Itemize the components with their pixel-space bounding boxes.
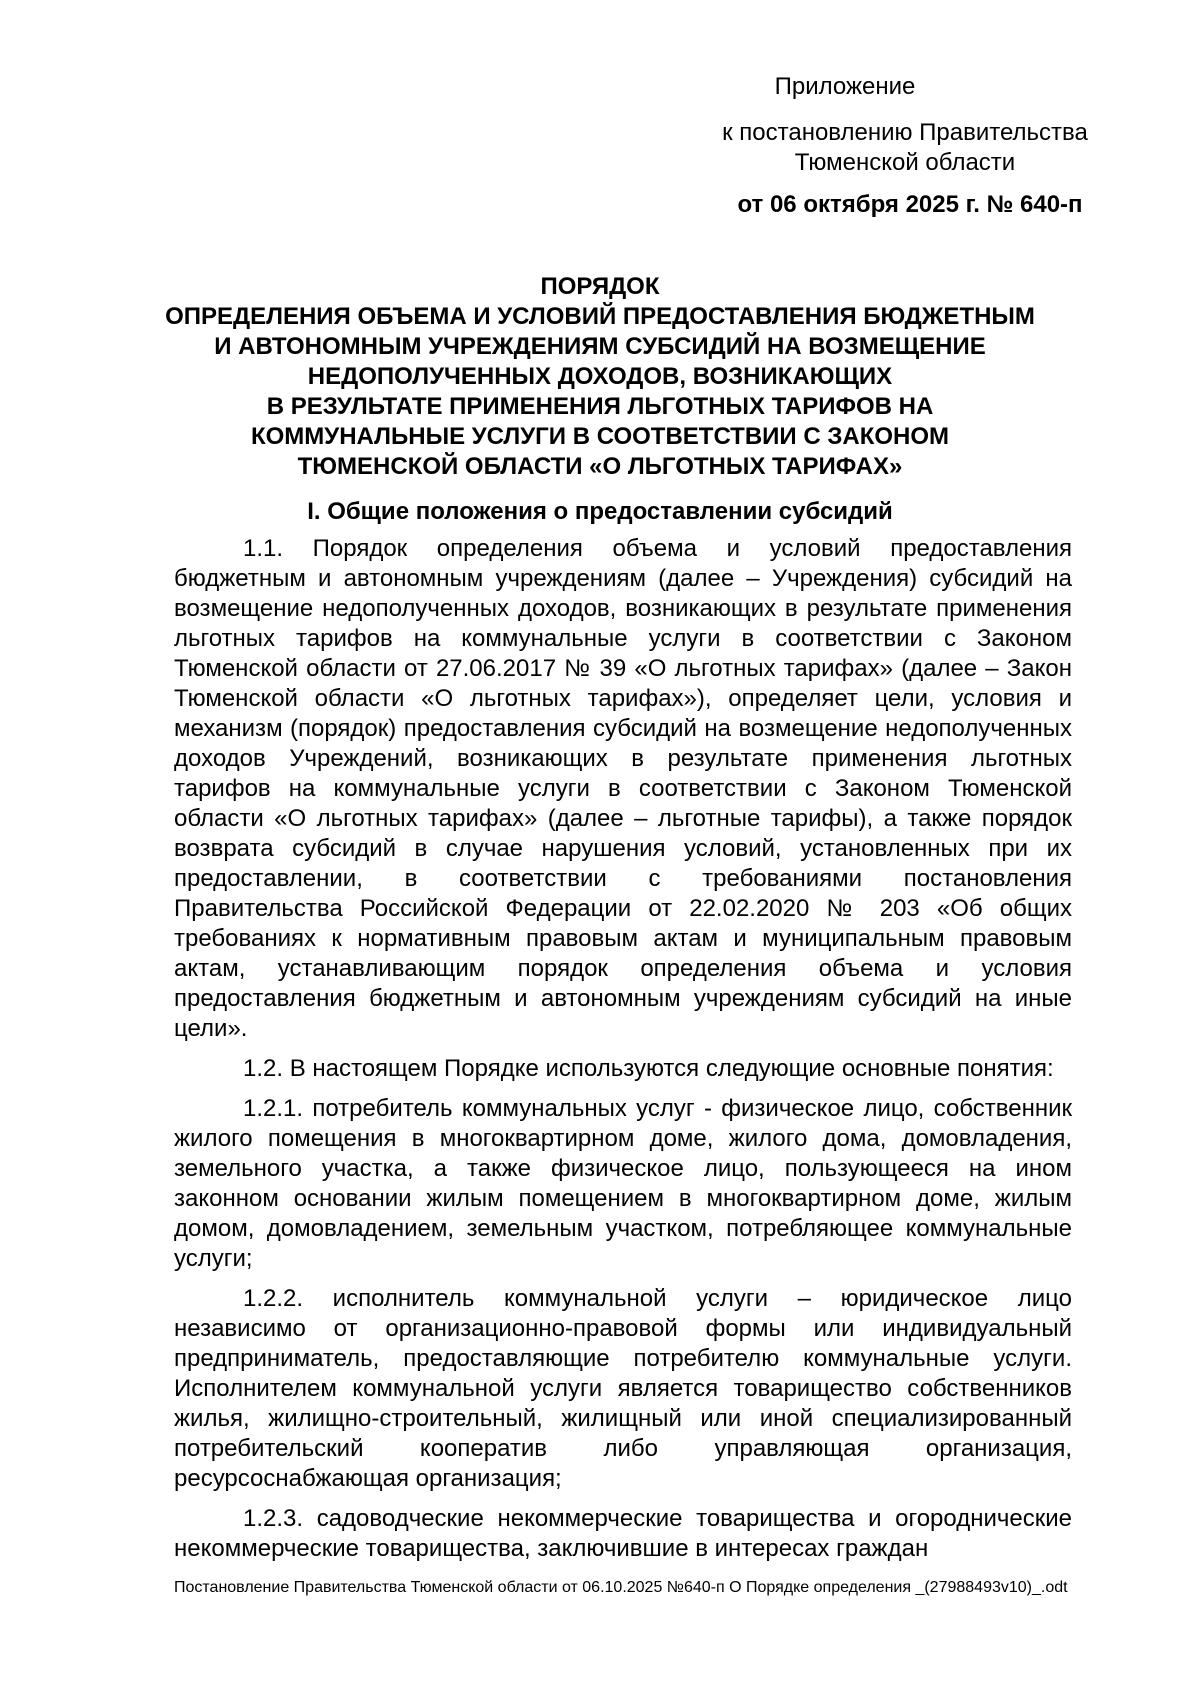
title-line: ОПРЕДЕЛЕНИЯ ОБЪЕМА И УСЛОВИЙ ПРЕДОСТАВЛЕНИЯ БЮДЖЕТНЫМ [165, 303, 1035, 330]
title-line: И АВТОНОМНЫМ УЧРЕЖДЕНИЯМ СУБСИДИЙ НА ВОЗМЕЩЕНИЕ [214, 333, 986, 360]
paragraph-1-2-1: 1.2.1. потребитель коммунальных услуг - физическое лицо, собственник жилого помещения в многоквартирном доме, жилого дома, домовладения, земельного участка, а также физическое лицо, пользующееся на ином законном основании жилым помещением в многоквартирном доме, жилым домом, домовладением, земельным участком, потребляющее коммунальные услуги; [174, 1095, 1072, 1272]
section-heading: I. Общие положения о предоставлении субсидий [307, 498, 893, 525]
document-body [174, 534, 1072, 1564]
paragraph-1-2-3: 1.2.3. садоводческие некоммерческие товарищества и огороднические некоммерческие товарищества, заключившие в интересах граждан [174, 1505, 1072, 1562]
title-line: КОММУНАЛЬНЫЕ УСЛУГИ В СООТВЕТСТВИИ С ЗАКОНОМ [250, 423, 950, 450]
title-line: ПОРЯДОК [540, 273, 660, 300]
paragraph-1-2-2: 1.2.2. исполнитель коммунальной услуги – юридическое лицо независимо от организационно-правовой формы или индивидуальный предприниматель, предоставляющие потребителю коммунальные услуги. Исполнителем коммунальной услуги является товарищество собственников жилья, жилищно-строительный, жилищный или иной специализированный потребительский кооператив либо управляющая организация, ресурсоснабжающая организация; [174, 1285, 1072, 1492]
paragraph-1-1: 1.1. Порядок определения объема и условий предоставления бюджетным и автономным учреждениям (далее – Учреждения) субсидий на возмещение недополученных доходов, возникающих в результате применения льготных тарифов на коммунальные услуги в соответствии с Законом Тюменской области от 27.06.2017 № 39 «О льготных тарифах» (далее – Закон Тюменской области «О льготных тарифах»), определяет цели, условия и механизм (порядок) предоставления субсидий на возмещение недополученных доходов Учреждений, возникающих в результате применения льготных тарифов на коммунальные услуги в соответствии с Законом Тюменской области «О льготных тарифах» (далее – льготные тарифы), а также порядок возврата субсидий в случае нарушения условий, установленных при их предоставлении, в соответствии с требованиями постановления Правительства Российской Федерации от 22.02.2020 № 203 «Об общих требованиях к нормативным правовым актам и муниципальным правовым актам, устанавливающим порядок определения объема и условия предоставления бюджетным и автономным учреждениям субсидий на иные цели». [174, 535, 1072, 1042]
title-line: НЕДОПОЛУЧЕННЫХ ДОХОДОВ, ВОЗНИКАЮЩИХ [307, 363, 893, 390]
appendix-region: Тюменской области [794, 149, 1016, 176]
document-title [160, 272, 1040, 482]
paragraph-1-2: 1.2. В настоящем Порядке используются следующие основные понятия: [243, 1055, 1054, 1082]
title-line: ТЮМЕНСКОЙ ОБЛАСТИ «О ЛЬГОТНЫХ ТАРИФАХ» [297, 453, 903, 480]
appendix-label: Приложение [774, 73, 916, 100]
page-footer: Постановление Правительства Тюменской области от 06.10.2025 №640-п О Порядке определения _(27988493v10)_.odt [174, 1579, 1068, 1596]
appendix-resolution-ref: к постановлению Правительства [722, 119, 1088, 146]
appendix-date-number: от 06 октября 2025 г. № 640-п [737, 191, 1083, 218]
title-line: В РЕЗУЛЬТАТЕ ПРИМЕНЕНИЯ ЛЬГОТНЫХ ТАРИФОВ НА [266, 393, 934, 420]
